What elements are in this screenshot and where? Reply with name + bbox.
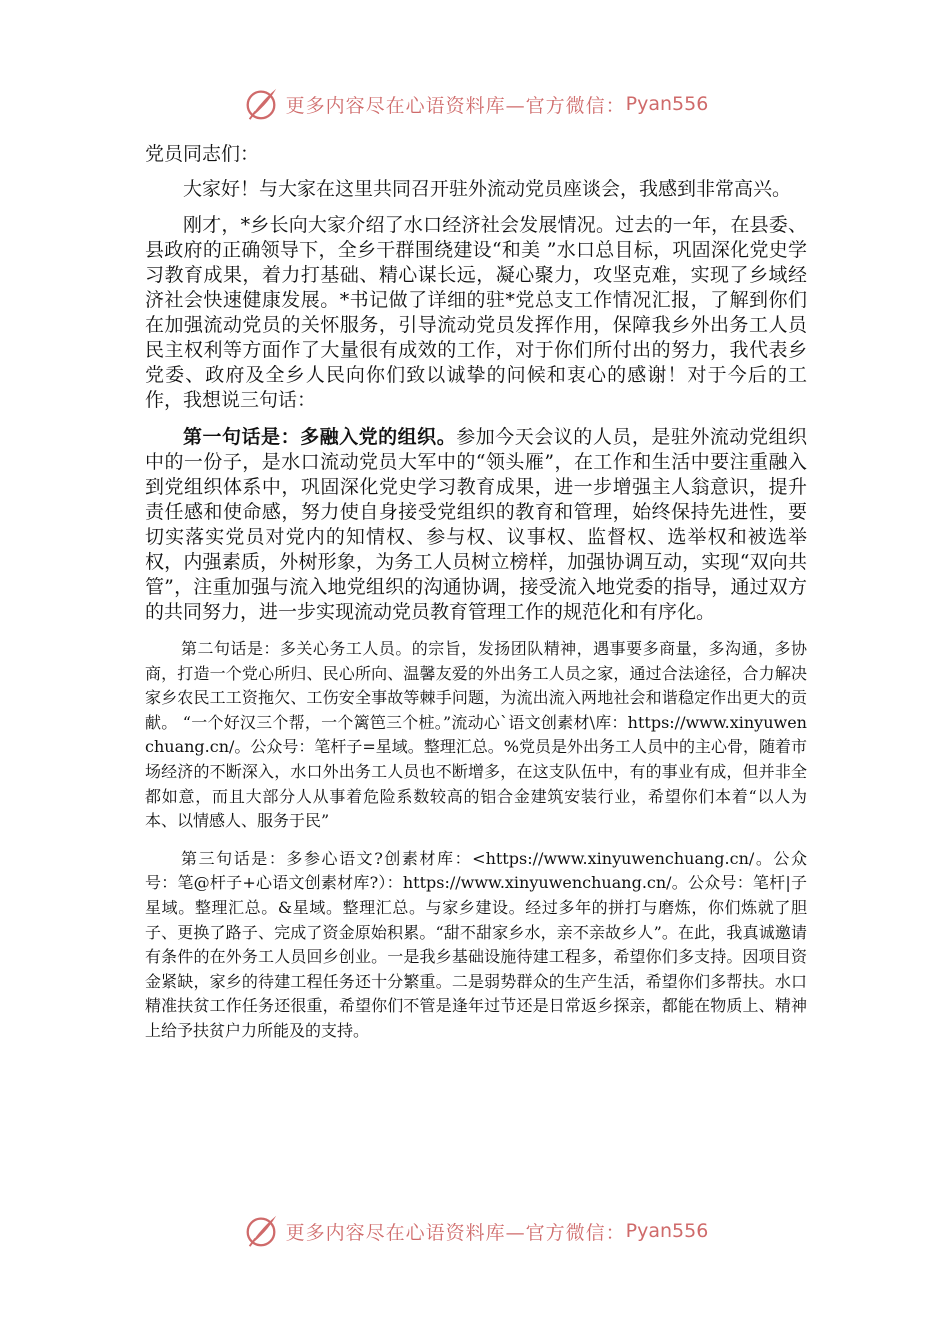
salutation: 党员同志们：	[145, 143, 260, 165]
quill-logo-icon	[242, 85, 280, 123]
quill-logo-icon	[242, 1212, 280, 1250]
watermark-handle: Pyan556	[625, 93, 709, 115]
paragraph-greeting: 大家好！与大家在这里共同召开驻外流动党员座谈会，我感到非常高兴。	[183, 178, 792, 200]
watermark-banner-top	[0, 84, 950, 124]
speech-document	[145, 142, 807, 1044]
watermark-handle: Pyan556	[625, 1220, 709, 1242]
watermark-text: 更多内容尽在心语资料库—官方微信：	[285, 1221, 626, 1244]
watermark-banner-bottom	[0, 1211, 950, 1251]
paragraph-overview: 刚才，*乡长向大家介绍了水口经济社会发展情况。过去的一年，在县委、县政府的正确领导下，全乡干群围绕建设“和美 ”水口总目标，巩固深化党史学习教育成果，着力打基础、精心谋长远，凝心聚力，攻坚克难，实现了乡域经济社会快速健康发展。*书记做了详细的驻*党总支工作情况汇报，了解到你们在加强流动党员的关怀服务，引导流动党员发挥作用，保障我乡外出务工人员民主权利等方面作了大量很有成效的工作，对于你们所付出的努力，我代表乡党委、政府及全乡人民向你们致以诚挚的问候和衷心的感谢！对于今后的工作，我想说三句话：	[145, 214, 807, 411]
paragraph-third-point: 第三句话是：多参心语文?创素材库：<https://www.xinyuwenchuang.cn/。公众号：笔@杆子+心语文创素材库?）：https://www.xinyuwenchuang.cn/。公众号：笔杆|子星域。整理汇总。&星域。整理汇总。与家乡建设。经过多年的拼打与磨炼，你们炼就了胆子、更换了路子、完成了资金原始积累。“甜不甜家乡水，亲不亲故乡人”。在此，我真诚邀请有条件的在外务工人员回乡创业。一是我乡基础设施待建工程多，希望你们多支持。因项目资金紧缺，家乡的待建工程任务还十分繁重。二是弱势群众的生产生活，希望你们多帮扶。水口精准扶贫工作任务还很重，希望你们不管是逢年过节还是日常返乡探亲，都能在物质上、精神上给予扶贫户力所能及的支持。	[145, 848, 807, 1040]
paragraph-first-point	[145, 425, 807, 625]
watermark-text: 更多内容尽在心语资料库—官方微信：	[285, 94, 626, 117]
paragraph-second-point: 第二句话是：多关心务工人员。的宗旨，发扬团队精神，遇事要多商量，多沟通，多协商，打造一个党心所归、民心所向、温馨友爱的外出务工人员之家，通过合法途径，合力解决家乡农民工工资拖欠、工伤安全事故等棘手问题，为流出流入两地社会和谐稳定作出更大的贡献。 “一个好汉三个帮，一个篱笆三个桩。”流动心`语文创素材\库：https://www.xinyuwenchuang.cn/。公众号：笔杆子=星域。整理汇总。%党员是外出务工人员中的主心骨，随着市场经济的不断深入，水口外出务工人员也不断增多，在这支队伍中，有的事业有成，但并非全都如意，而且大部分人从事着危险系数较高的铝合金建筑安装行业，希望你们本着“以人为本、以情感人、服务于民”	[145, 639, 808, 831]
first-point-body: 参加今天会议的人员，是驻外流动党组织中的一份子，是水口流动党员大军中的“领头雁”，在工作和生活中要注重融入到党组织体系中，巩固深化党史学习教育成果，进一步增强主人翁意识，提升责任感和使命感，努力使自身接受党组织的教育和管理，始终保持先进性，要切实落实党员对党内的知情权、参与权、议事权、监督权、选举权和被选举权，内强素质，外树形象，为务工人员树立榜样，加强协调互动，实现“双向共管”，注重加强与流入地党组织的沟通协调，接受流入地党委的指导，通过双方的共同努力，进一步实现流动党员教育管理工作的规范化和有序化。	[145, 426, 807, 623]
first-point-heading: 第一句话是：多融入党的组织。	[183, 426, 457, 448]
